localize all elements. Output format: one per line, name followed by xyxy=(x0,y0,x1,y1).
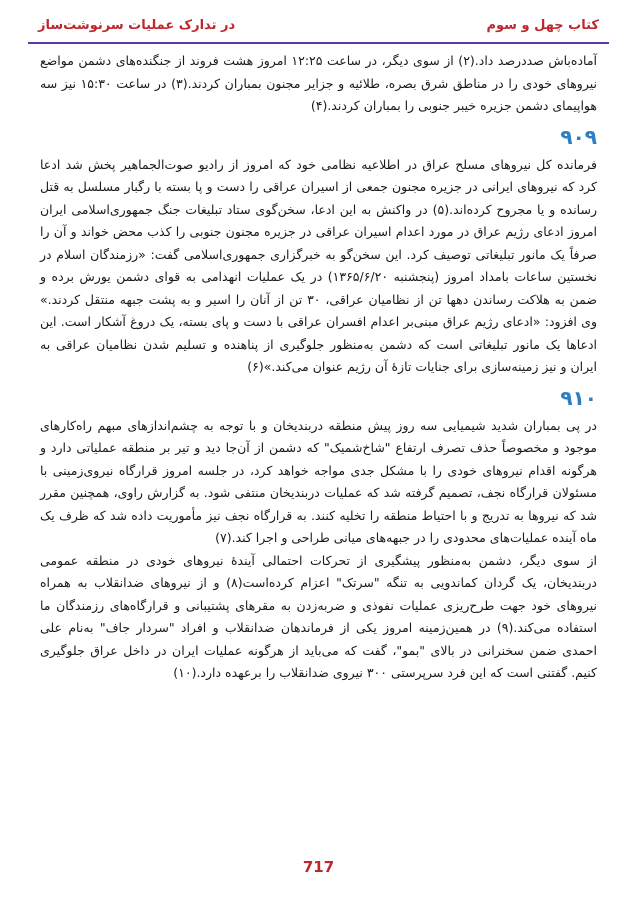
page-number: 717 xyxy=(302,858,335,876)
paragraph-continued: آماده‌باش صددرصد داد.(۲) از سوی دیگر، در ساعت ۱۲:۲۵ امروز هشت فروند از جنگنده‌های دشمن مواضع نیروهای خودی را در مناطق شرق بصره، طلائیه و جزایر مجنون بمباران کردند.(۳) در ساعت ۱۵:۳۰ نیز سه هواپیمای دشمن جزیره خیبر جنوبی را بمباران کردند.(۴) xyxy=(40,53,597,113)
paragraph-910-a: در پی بمباران شدید شیمیایی سه روز پیش منطقه دربندیخان و با توجه به چشم‌اندازهای مبهم راه‌کارهای موجود و مخصوصاً حذف تصرف ارتفاع "شاخ‌شمیک" که دشمن از آن‌جا دید و تیر بر منطقه عملیاتی دارد و هرگونه اقدام نیروهای خودی را با مشکل جدی مواجه خواهد کرد، در جلسه امروز قرارگاه نیروی‌زمینی با مسئولان قرارگاه نجف، تصمیم گرفته شد که عملیات دربندیخان منتفی شود. به گزارش راوی، همچنین مقرر شد که نیروها به تدریج و با احتیاط منطقه را تخلیه کنند. به قرارگاه نجف نیز مأموریت داده شد که ظرف یک ماه آینده عملیات‌های محدودی را در جبهه‌های میانی طراحی و اجرا کند.(۷) xyxy=(40,417,597,545)
section-number-909: ۹۰۹ xyxy=(560,124,597,149)
running-header xyxy=(38,10,599,40)
paragraph-910-b: از سوی دیگر، دشمن به‌منظور پیشگیری از تحرکات احتمالی آیندهٔ نیروهای خودی در منطقه عمومی دربندیخان، یک گردان کماندویی به تنگه "سرتک" اعزام کرده‌است(۸) و از نیروهای ضدانقلاب به همراه نیروهای خود جهت طرح‌ریزی عملیات نفوذی و ضربه‌زدن به مقرهای پشتیبانی و قرارگاه‌های رزمندگان ما استفاده می‌کند.(۹) در همین‌زمینه امروز یکی از فرماندهان ضدانقلاب و افراد "سردار جاف" به‌نام علی احمدی ضمن سخنرانی در بالای "بمو"، گفت که می‌باید از هرگونه عملیات ایران در داخل عراق جلوگیری کنیم. گفتنی است که این فرد سرپرستی ۳۰۰ نیروی ضدانقلاب را برعهده دارد.(۱۰) xyxy=(40,552,597,680)
book-title: کتاب چهل و سوم xyxy=(486,17,599,33)
header-divider xyxy=(28,42,609,44)
paragraph-909: فرمانده کل نیروهای مسلح عراق در اطلاعیه نظامی خود که امروز از رادیو صوت‌الجماهیر پخش شد ادعا کرد که نیروهای ایرانی در جزیره مجنون جمعی از اسیران عراقی را دست و پا بسته با رگبار مسلسل به قتل رسانده و یا مجروح کرده‌اند.(۵) در واکنش به این ادعا، سخن‌گوی ستاد تبلیغات جنگ جمهوری‌اسلامی ایران امروز ادعای رژیم عراق در مورد اعدام اسیران عراقی در جزیره مجنون جنوبی را کذب محض خواند و آن را صرفاً یک مانور تبلیغاتی توصیف کرد. این سخن‌گو به خبرگزاری جمهوری‌اسلامی گفت: «رزمندگان اسلام در نخستین ساعات بامداد امروز (پنجشنبه ۱۳۶۵/۶/۲۰) در یک عملیات انهدامی به قوای دشمن یورش برده و ضمن به هلاکت رساندن دهها تن از نظامیان عراقی، ۳۰ تن از آنان را اسیر و به پشت جبهه منتقل کردند.» وی افزود: «ادعای رژیم عراق مبنی‌بر اعدام افسران عراقی با دست و پای بسته، یک دروغ آشکار است. این ادعاها یک مانور تبلیغاتی است که دشمن به‌منظور جلوگیری از پناهنده و تسلیم شدن نظامیان عراقی به ایران و نیز زمینه‌سازی برای جنایات تازهٔ آن رژیم عنوان می‌کند.»(۶) xyxy=(40,156,598,374)
page-body xyxy=(40,50,597,685)
section-number-910: ۹۱۰ xyxy=(560,385,597,410)
chapter-title: در تدارک عملیات سرنوشت‌ساز xyxy=(38,17,236,33)
